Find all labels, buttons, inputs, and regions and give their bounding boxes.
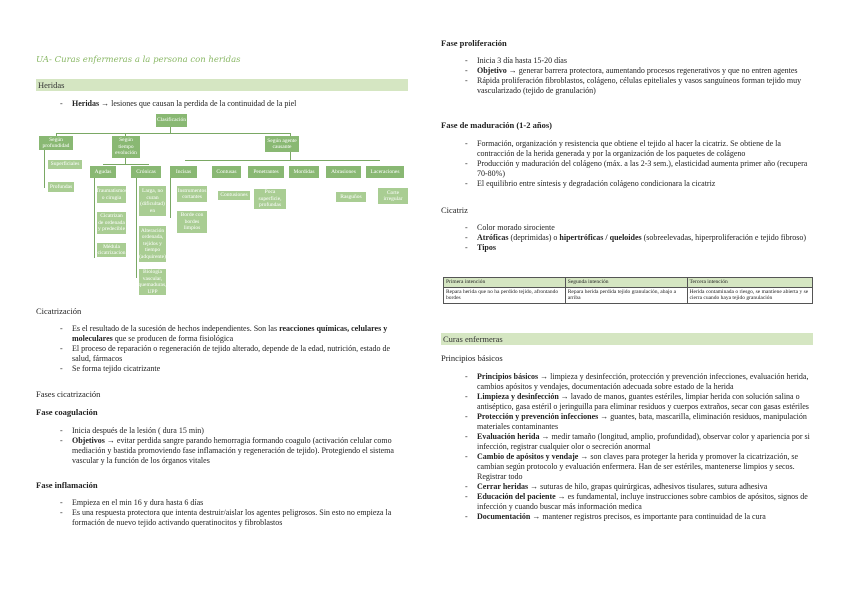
diagram-node-agente: Según agente causante [265,136,299,152]
diagram-node-cronicas-child: Larga, no curan (dificultad) en [139,186,166,216]
connector-line [185,160,380,161]
list-item: - Principios básicos → limpieza y desinfección, protección y prevención infecciones, evaluación herida, cambios apósitos y vendajes, documentación adecuada sobre estado de la herida [465,372,809,391]
cicatriz-heading: Cicatriz [441,205,468,215]
diagram-node-tiempo: Según tiempo evolución [112,136,140,158]
maduracion-list [465,139,812,189]
list-item: - Inicia después de la lesión ( dura 15 min) [60,426,204,435]
list-item: - Inicia 3 día hasta 15-20 días [465,56,567,65]
table-header-cell: Segunda intención [565,278,687,288]
connector-line [103,164,149,165]
curas-section-band: Curas enfermeras [441,333,813,345]
bullet-dash: - [60,99,63,108]
list-item: - Documentación → mantener registros precisos, es importante para continuidad de la cura [465,512,766,521]
heridas-term: Heridas [72,99,100,108]
diagram-node-agudas-child: Traumatismos o cirugia [97,186,126,203]
heridas-definition: → lesiones que causan la perdida de la continuidad de la piel [99,99,297,108]
diagram-node-abrasiones: Abrasiones [326,166,361,178]
cicatrizacion-list [60,324,402,374]
connector-line [94,178,95,258]
cicatrizacion-heading: Cicatrización [36,306,82,316]
list-item: - Evaluación herida → medir tamaño (longitud, amplio, profundidad), observar color y apariencia por si infección, registrar cualquier olor o secreción anormal [465,432,810,451]
maduracion-heading: Fase de maduración (1-2 años) [441,120,552,130]
diagram-node-incisas: Incisas [170,166,197,178]
table-header-cell: Tercera intención [687,278,812,288]
table-header-cell: Primera intención [444,278,566,288]
table-header-row [444,278,813,288]
diagram-root-node: Clasificación [156,114,187,127]
diagram-node-agudas-child: Médula cicatrizacion [97,243,126,256]
list-item: - Educación del paciente → es fundamental, incluye instrucciones sobre cambios de apósitos, signos de infección y cuando buscar más información medica [465,492,808,511]
connector-line [136,178,137,278]
diagram-node-mordidas: Mordidas [289,166,319,178]
heridas-bullet [60,99,402,109]
list-item: - Protección y prevención infecciones → guantes, bata, mascarilla, eliminación residuos, manipulación materiales contaminantes [465,412,807,431]
list-item: - Producción y maduración del colágeno (máx. a las 2-3 sem.), elasticidad aumenta primer año (recupera 70-80%) [465,159,808,178]
connector-line [290,152,291,160]
coagulacion-heading: Fase coagulación [36,407,98,417]
connector-line [44,150,45,188]
diagram-node-contusas: Contusas [212,166,241,178]
list-item: - El proceso de reparación o regeneración de tejido alterado, depende de la edad, nutrición, estado de salud, fármacos [60,344,391,363]
principios-list [465,372,812,522]
connector-line [56,133,290,134]
diagram-node-cronicas: Crónicas [131,166,161,178]
list-item: - Es el resultado de la sucesión de hechos independientes. Son las reacciones químicas, celulares y moleculares que se producen de forma fisiológica [60,324,388,343]
table-row [444,287,813,303]
list-item: - Empieza en el min 16 y dura hasta 6 días [60,498,204,507]
principios-heading: Principios básicos [441,353,503,363]
list-item: - Objetivos → evitar perdida sangre parando hemorragia formando coagulo (activación celular como mediación y bastida promoviendo fase inflamación y regeneración de tejido). Protegiendo el sistema vascular y la función de los órganos vitales [60,436,394,465]
page-title: UA- Curas enfermeras a la persona con heridas [36,55,241,65]
list-item: - Limpieza y desinfección → lavado de manos, guantes estériles, limpiar herida con solución salina o antiséptico, gasa estéril o jeringuilla para eliminar residuos y cuerpos extraños, secar con gasas estériles [465,392,809,411]
coagulacion-list [60,426,402,466]
list-item: - Rápida proliferación fibroblastos, colágeno, células epiteliales y vasos sanguíneos forman tejido muy vascularizado (tejido de granulación) [465,76,802,95]
proliferacion-list [465,56,812,96]
fases-heading: Fases cicatrización [36,389,101,399]
list-item: - El equilibrio entre síntesis y degradación colágeno condicionara la cicatriz [465,179,716,188]
inflamacion-list [60,498,402,528]
connector-line [170,178,171,218]
heridas-section-band: Heridas [36,79,408,91]
diagram-node-penetrantes: Penetrantes [248,166,284,178]
list-item: - Cambio de apósitos y vendaje → son claves para proteger la herida y promover la cicatrización, se cambian según protocolo y evaluación enfermera. Han de ser estériles, mantenerse limpios y secos. Registrar todo [465,452,799,481]
intention-table [443,277,813,304]
list-item: - Color morado sirociente [465,223,555,232]
diagram-node-superficiales: Superficiales [48,160,82,169]
diagram-node-profundas: Profundas [48,182,74,192]
diagram-node-agudas: Agudas [90,166,116,178]
diagram-node-profundidad: Según profundidad [39,136,73,150]
inflamacion-heading: Fase inflamación [36,480,98,490]
diagram-node-cronicas-child: Biología vascular, quemaduras, UPP [138,269,167,295]
list-item: - Objetivo → generar barrera protectora, aumentando procesos regenerativos y que no entren agentes [465,66,798,75]
list-item: - Atróficas (deprimidas) o hipertróficas / queloides (sobreelevadas, hiperproliferación e tejido fibroso) [465,233,807,242]
cicatriz-list [465,223,812,253]
list-item: - Se forma tejido cicatrizante [60,364,161,373]
diagram-node-incisas-child: Borde con bordes limpios [177,211,207,233]
table-cell: Herida contaminada o riesgo, se mantiene abierta y se cierra cuando haya tejido granulación [687,287,812,303]
list-item: - Formación, organización y resistencia que obtiene el tejido al hacer la cicatriz. Se obtiene de la contracción de la herida generada y por la organización de los paquetes de colágeno [465,139,781,158]
table-cell: Repara herida que no ha perdido tejido, afrontando bordes [444,287,566,303]
diagram-node-cronicas-child: Alteración ordenada, tejidos y tiempo (adquirente) [139,226,166,262]
diagram-node-incisas-child: Instrumentos cortantes [177,187,207,200]
diagram-node-penetrantes-child: Poca superficie, profundas [254,189,286,209]
proliferacion-heading: Fase proliferación [441,38,507,48]
diagram-node-contusas-child: Contusiones [218,191,250,200]
list-item: - Cerrar heridas → suturas de hilo, grapas quirúrgicas, adhesivos tisulares, sutura adhesiva [465,482,768,491]
list-item: - Tipos [465,243,496,252]
table-cell: Repara herida perdida tejido granulación, abajo a arriba [565,287,687,303]
diagram-node-abrasiones-child: Rasguños [336,192,366,202]
diagram-node-agudas-child: Cicatrizan de ordenada y predecible [97,213,126,233]
list-item: - Es una respuesta protectora que intenta destruir/aislar los agentes peligrosos. Sin esto no empieza la formación de nuevo tejido activando queratinocitos y fibroblastos [60,508,392,527]
diagram-node-laceraciones-child: Corte irregular [378,188,408,204]
diagram-node-laceraciones: Laceraciones [366,166,404,178]
